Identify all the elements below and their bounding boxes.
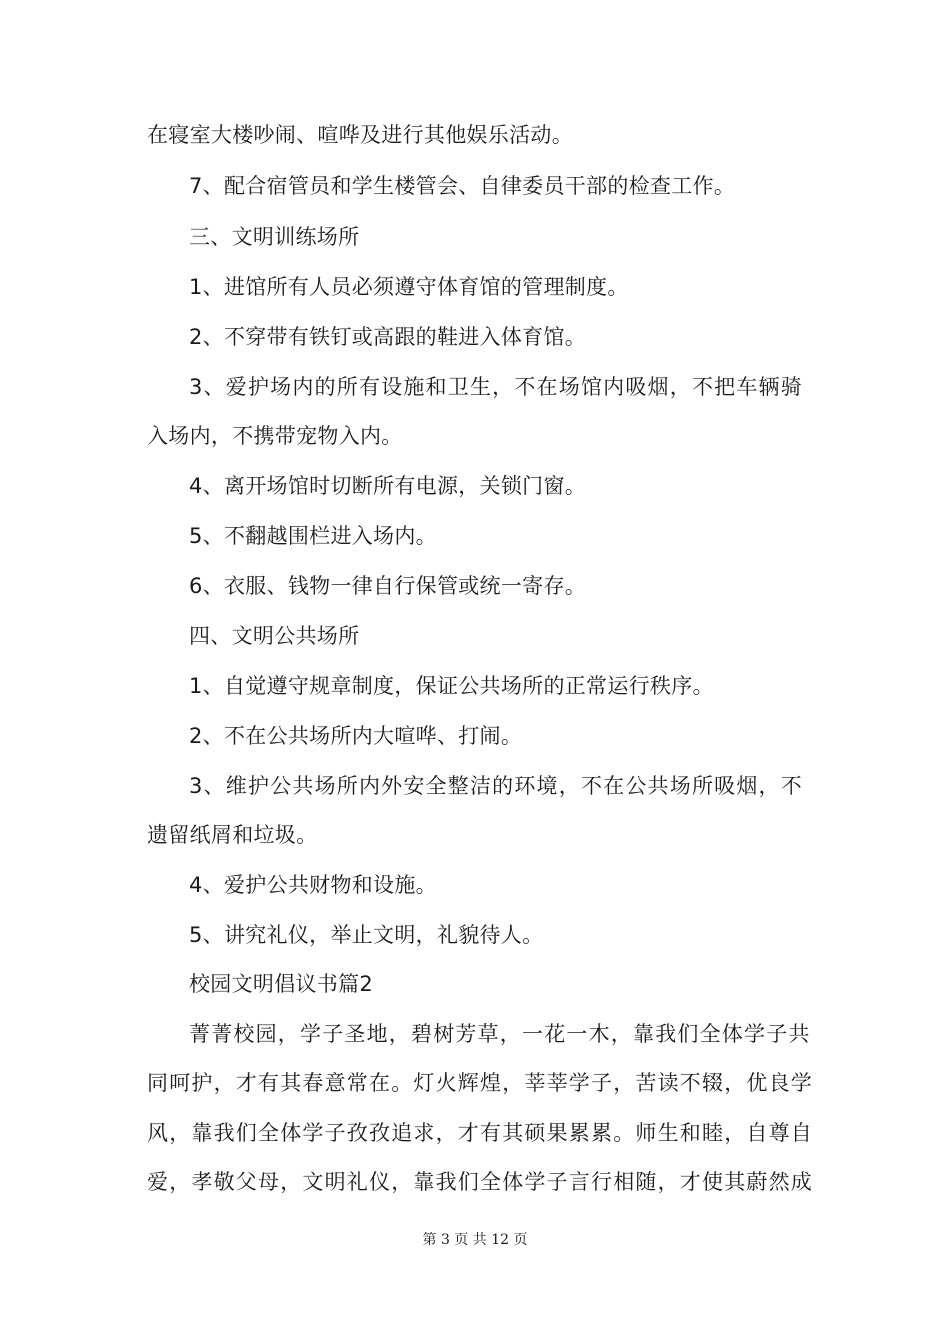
text-line: 在寝室大楼吵闹、喧哗及进行其他娱乐活动。 (147, 123, 573, 147)
section-heading: 四、文明公共场所 (189, 624, 360, 648)
page-footer: 第 3 页 共 12 页 (422, 1232, 528, 1248)
text-line: 风，靠我们全体学子孜孜追求，才有其硕果累累。师生和睦，自尊自 (147, 1121, 813, 1145)
text-line: 4、爱护公共财物和设施。 (189, 873, 437, 897)
text-line: 爱，孝敬父母，文明礼仪，靠我们全体学子言行相随，才使其蔚然成 (147, 1170, 813, 1194)
text-line: 2、不穿带有铁钉或高跟的鞋进入体育馆。 (189, 325, 587, 349)
text-line: 1、进馆所有人员必须遵守体育馆的管理制度。 (189, 275, 629, 299)
text-line: 7、配合宿管员和学生楼管会、自律委员干部的检查工作。 (189, 174, 736, 198)
text-line: 4、离开场馆时切断所有电源，关锁门窗。 (189, 474, 587, 498)
text-line: 5、讲究礼仪，举止文明，礼貌待人。 (189, 923, 544, 947)
text-line: 2、不在公共场所内大喧哗、打闹。 (189, 724, 523, 748)
text-line: 遗留纸屑和垃圾。 (147, 823, 318, 847)
text-line: 5、不翻越围栏进入场内。 (189, 524, 437, 548)
text-line: 3、维护公共场所内外安全整洁的环境，不在公共场所吸烟，不 (189, 774, 803, 798)
section-heading: 三、文明训练场所 (189, 225, 360, 249)
text-line: 同呵护，才有其春意常在。灯火辉煌，莘莘学子，苦读不辍，优良学 (147, 1071, 813, 1095)
text-line: 1、自觉遵守规章制度，保证公共场所的正常运行秩序。 (189, 674, 714, 698)
text-line: 3、爱护场内的所有设施和卫生，不在场馆内吸烟，不把车辆骑 (189, 375, 803, 399)
text-line: 菁菁校园，学子圣地，碧树芳草，一花一木，靠我们全体学子共 (189, 1022, 811, 1046)
text-line: 6、衣服、钱物一律自行保管或统一寄存。 (189, 574, 587, 598)
text-line: 入场内，不携带宠物入内。 (147, 424, 403, 448)
section-heading: 校园文明倡议书篇2 (189, 972, 374, 996)
